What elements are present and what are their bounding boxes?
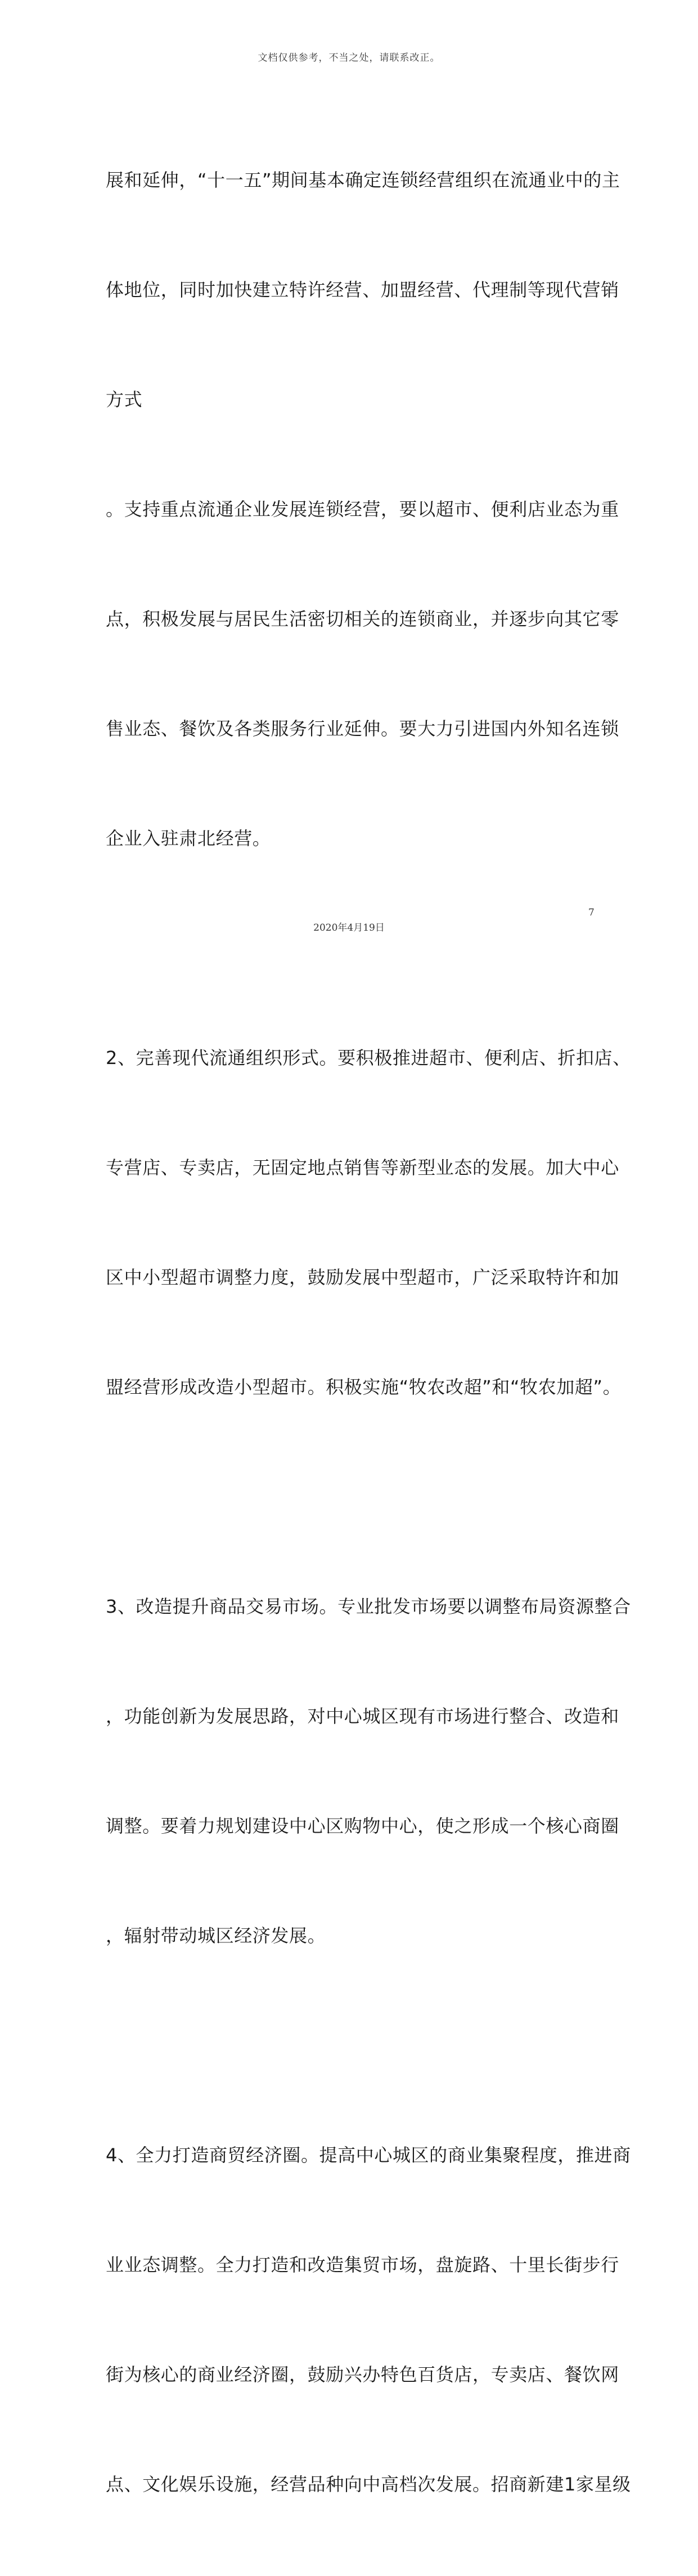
text-line: 方式 bbox=[106, 389, 143, 410]
text-line: 区中小型超市调整力度，鼓励发展中型超市，广泛采取特许和加 bbox=[106, 1267, 619, 1288]
document-body bbox=[106, 89, 631, 2576]
footer-date: 2020年4月19日 bbox=[313, 922, 385, 934]
text-line: 售业态、餐饮及各类服务行业延伸。要大力引进国内外知名连锁 bbox=[106, 718, 619, 739]
paragraph-spacer bbox=[106, 2027, 595, 2064]
text-line: 4、全力打造商贸经济圈。提高中心城区的商业集聚程度，推进商 bbox=[106, 2144, 631, 2166]
text-line: 业业态调整。全力打造和改造集贸市场，盘旋路、十里长街步行 bbox=[106, 2254, 619, 2276]
text-line: 专营店、专卖店，无固定地点销售等新型业态的发展。加大中心 bbox=[106, 1157, 619, 1178]
paragraph-2 bbox=[106, 967, 631, 1479]
text-line: 点、文化娱乐设施，经营品种向中高档次发展。招商新建1家星级 bbox=[106, 2474, 631, 2495]
text-line: 调整。要着力规划建设中心区购物中心，使之形成一个核心商圈 bbox=[106, 1815, 619, 1837]
paragraph-4 bbox=[106, 2064, 631, 2576]
text-line: ，辐射带动城区经济发展。 bbox=[106, 1925, 326, 1946]
text-line: 。支持重点流通企业发展连锁经营，要以超市、便利店业态为重 bbox=[106, 499, 619, 520]
text-line: 点，积极发展与居民生活密切相关的连锁商业，并逐步向其它零 bbox=[106, 608, 619, 630]
paragraph-1 bbox=[106, 89, 620, 930]
text-line: ，功能创新为发展思路，对中心城区现有市场进行整合、改造和 bbox=[106, 1706, 619, 1727]
paragraph-3 bbox=[106, 1515, 631, 2027]
text-line: 展和延伸，“十一五”期间基本确定连锁经营组织在流通业中的主 bbox=[106, 169, 620, 191]
paragraph-spacer bbox=[106, 930, 595, 967]
text-line: 街为核心的商业经济圈，鼓励兴办特色百货店，专卖店、餐饮网 bbox=[106, 2364, 619, 2385]
text-line: 盟经营形成改造小型超市。积极实施“牧农改超”和“牧农加超”。 bbox=[106, 1376, 622, 1398]
text-line: 体地位，同时加快建立特许经营、加盟经营、代理制等现代营销 bbox=[106, 279, 619, 300]
paragraph-spacer bbox=[106, 1479, 595, 1515]
page-number: 7 bbox=[588, 907, 595, 918]
header-note: 文档仅供参考，不当之处，请联系改正。 bbox=[258, 52, 440, 64]
text-line: 3、改造提升商品交易市场。专业批发市场要以调整布局资源整合 bbox=[106, 1596, 631, 1617]
text-line: 企业入驻肃北经营。 bbox=[106, 828, 271, 849]
text-line: 2、完善现代流通组织形式。要积极推进超市、便利店、折扣店、 bbox=[106, 1047, 631, 1069]
